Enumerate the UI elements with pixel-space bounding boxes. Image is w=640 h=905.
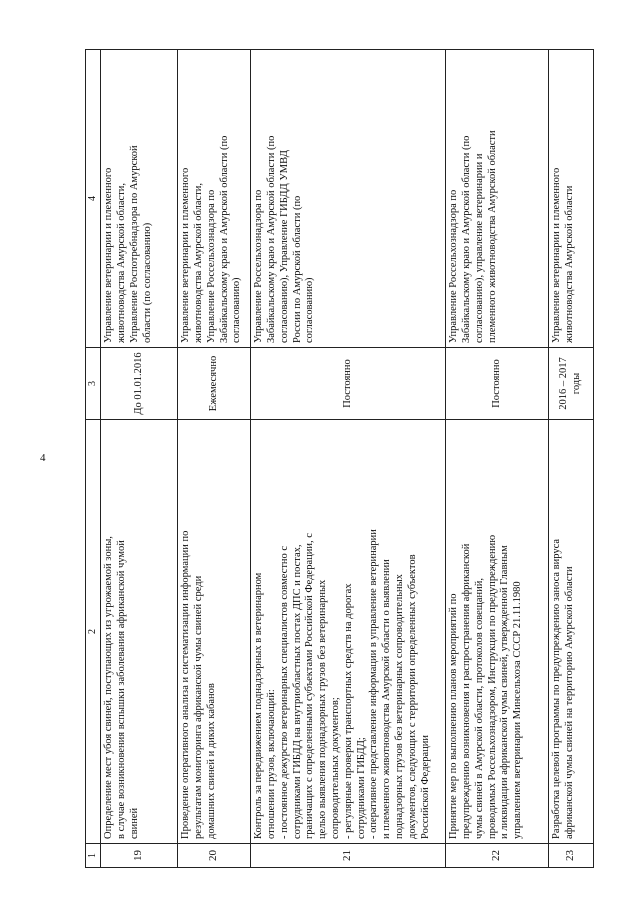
executor-line: Управление Россельхознадзора по — [253, 189, 265, 343]
term-cell: До 01.01.2016 — [101, 348, 178, 420]
measure-line: и племенного животноводства Амурской области о выявлении — [381, 559, 393, 839]
measures-table — [85, 49, 594, 868]
measure-line: целью выявления поднадзорных грузов без ветеринарных — [317, 579, 329, 839]
executors-cell — [549, 50, 594, 348]
measure-cell — [178, 420, 251, 844]
row-number: 23 — [549, 844, 594, 868]
term-cell: Ежемесячно — [178, 348, 251, 420]
executor-line: Управление Россельхознадзора по — [448, 189, 460, 343]
measure-line: проводимых Россельхознадзором, Инструкции по предупреждению — [486, 534, 498, 839]
rotated-table-container — [85, 50, 610, 868]
measure-line: отношении грузов, включающий: — [265, 689, 277, 839]
table-row — [251, 50, 446, 868]
measure-line: сотрудниками ГИБДД на внутриобластных постах ДПС и постах, — [291, 544, 303, 839]
measure-line: результатам мониторинга африканской чумы свиней среди — [192, 575, 204, 839]
executor-line: согласованию), Управление ГИБДД УМВД — [278, 150, 290, 343]
executor-line: Управление ветеринарии и племенного — [180, 167, 192, 343]
measure-line: чумы свиней в Амурской области, протоколов совещаний, — [473, 578, 485, 839]
measure-line: Принятие мер по выполнению планов мероприятий по — [448, 593, 460, 839]
executor-line: согласованию) — [231, 277, 243, 343]
measure-line: граничащих с определенными субъектами Российской Федерации, с — [304, 533, 316, 839]
term-cell: 2016 – 2017 годы — [549, 348, 594, 420]
table-row — [446, 50, 549, 868]
executor-line: Управление ветеринарии и племенного — [103, 167, 115, 343]
measure-cell — [101, 420, 178, 844]
executor-line: Управление Россельхознадзора по — [205, 189, 217, 343]
column-number-4: 4 — [86, 50, 101, 348]
executor-line: Забайкальскому краю и Амурской области (по — [218, 135, 230, 343]
measure-line: документов, следующих с территории определенных субъектов — [406, 554, 418, 839]
measure-line: поднадзорных грузов без ветеринарных сопроводительных — [393, 574, 405, 839]
measure-line: в случае возникновения вспышки заболевания африканской чумой — [115, 540, 127, 839]
column-number-3: 3 — [86, 348, 101, 420]
term-cell: Постоянно — [446, 348, 549, 420]
measure-line: домашних свиней и диких кабанов — [205, 683, 217, 839]
column-number-2: 2 — [86, 420, 101, 844]
measure-cell — [549, 420, 594, 844]
table-row — [178, 50, 251, 868]
measure-line: и ликвидации африканской чумы свиней, утвержденной Главным — [499, 545, 511, 839]
executor-line: Забайкальскому краю и Амурской области (по — [265, 135, 277, 343]
page-number: 4 — [40, 452, 46, 464]
executor-line: области (по согласованию) — [141, 222, 153, 343]
measure-line: Проведение оперативного анализа и систематизации информации по — [180, 530, 192, 839]
executor-line: Управление Роспотребнадзора по Амурской — [128, 145, 140, 343]
measure-line: - постоянное дежурство ветеринарных специалистов совместно с — [278, 545, 290, 839]
measure-line: управлением ветеринарии Минсельхоза СССР 21.11.1980 — [512, 581, 524, 839]
executor-line: Забайкальскому краю и Амурской области (по — [460, 135, 472, 343]
measure-line: свиней — [128, 807, 140, 839]
measure-line: африканской чумы свиней на территорию Амурской области — [563, 566, 575, 839]
executors-cell — [178, 50, 251, 348]
measure-line: Российской Федерации — [419, 735, 431, 839]
executor-line: согласованию) — [304, 277, 316, 343]
row-number: 19 — [101, 844, 178, 868]
row-number: 20 — [178, 844, 251, 868]
column-number-1: 1 — [86, 844, 101, 868]
executor-line: Управление ветеринарии и племенного — [551, 167, 563, 343]
executor-line: племенного животноводства Амурской области — [486, 130, 498, 343]
executors-cell — [446, 50, 549, 348]
row-number: 21 — [251, 844, 446, 868]
executors-cell — [101, 50, 178, 348]
term-cell: Постоянно — [251, 348, 446, 420]
executor-line: животноводства Амурской области — [563, 185, 575, 343]
measure-line: Контроль за передвижением поднадзорных в ветеринарном — [253, 572, 265, 839]
executor-line: согласованию), управление ветеринарии и — [473, 153, 485, 343]
measure-line: Разработка целевой программы по предупреждению заноса вируса — [551, 538, 563, 839]
measure-cell — [251, 420, 446, 844]
executor-line: животноводства Амурской области, — [192, 182, 204, 343]
measure-line: - регулярные проверки транспортных средств на дорогах — [342, 583, 354, 839]
column-number-row — [86, 50, 101, 868]
measure-line: Определение мест убоя свиней, поступающих из угрожаемой зоны, — [103, 536, 115, 839]
executor-line: животноводства Амурской области, — [115, 182, 127, 343]
measure-cell — [446, 420, 549, 844]
measure-line: предупреждению возникновения и распространения африканской — [460, 543, 472, 839]
table-row — [101, 50, 178, 868]
measure-line: сотрудниками ГИБДД; — [355, 737, 367, 839]
table-row — [549, 50, 594, 868]
measure-line: сопроводительных документов; — [329, 697, 341, 839]
row-number: 22 — [446, 844, 549, 868]
measure-line: - оперативное представление информации в управление ветеринарии — [368, 529, 380, 839]
executor-line: России по Амурской области (по — [291, 195, 303, 343]
executors-cell — [251, 50, 446, 348]
